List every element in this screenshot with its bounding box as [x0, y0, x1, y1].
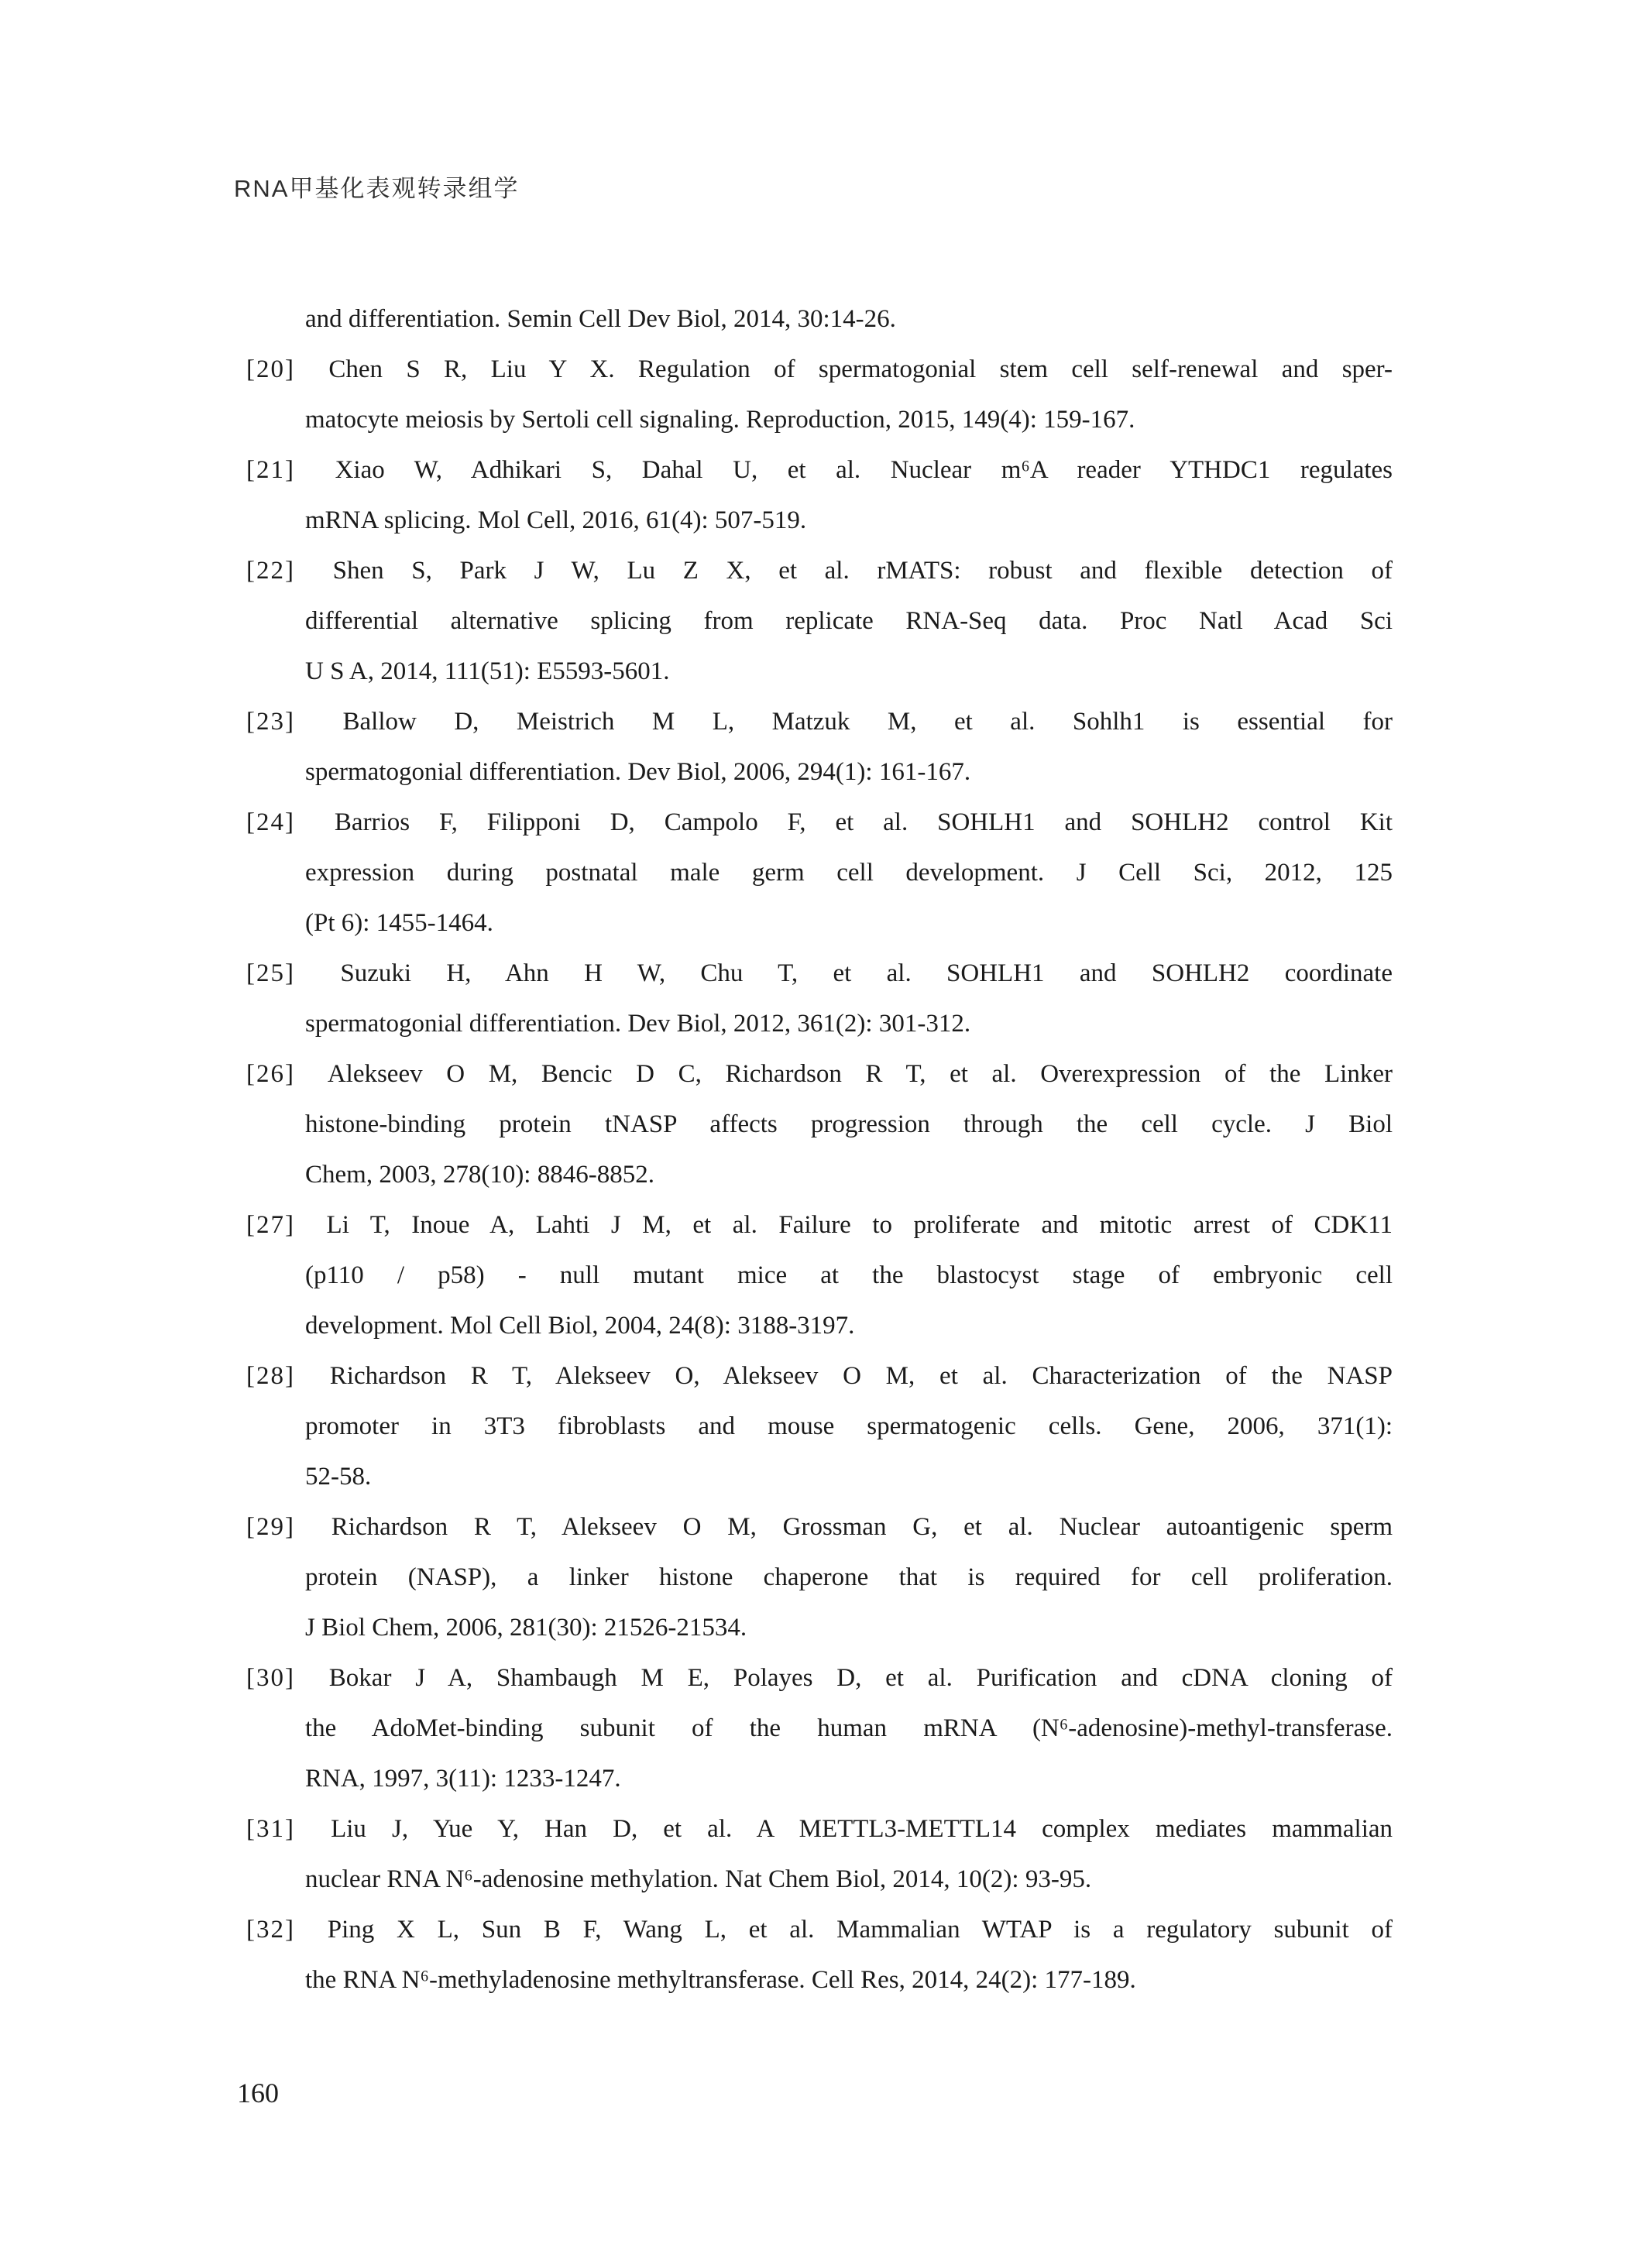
reference-line	[246, 949, 1393, 999]
reference-line	[246, 697, 1393, 747]
reference-line-text: Li T, Inoue A, Lahti J M, et al. Failure to proliferate and mitotic arrest of CDK11	[326, 1211, 1393, 1239]
reference-line-text: promoter in 3T3 fibroblasts and mouse spermatogenic cells. Gene, 2006, 371(1):	[305, 1412, 1393, 1440]
reference-line-text: the AdoMet-binding subunit of the human mRNA (N⁶-adenosine)-methyl-transferase.	[305, 1714, 1393, 1742]
reference-number: [28]	[246, 1362, 295, 1390]
reference-line-text: development. Mol Cell Biol, 2004, 24(8): 3188-3197.	[305, 1312, 855, 1340]
reference-line	[246, 395, 1393, 445]
reference-line	[246, 1804, 1393, 1855]
reference-line	[246, 596, 1393, 647]
reference-line	[246, 1251, 1393, 1301]
reference-line-text: protein (NASP), a linker histone chaperone that is required for cell proliferation.	[305, 1563, 1393, 1591]
reference-line-text: Chem, 2003, 278(10): 8846-8852.	[305, 1161, 654, 1189]
reference-number: [26]	[246, 1060, 295, 1088]
reference-line-text: J Biol Chem, 2006, 281(30): 21526-21534.	[305, 1614, 747, 1642]
reference-line	[246, 999, 1393, 1049]
reference-line	[246, 1200, 1393, 1251]
reference-line-text: Alekseev O M, Bencic D C, Richardson R T, et al. Overexpression of the Linker	[327, 1060, 1393, 1088]
reference-line-text: matocyte meiosis by Sertoli cell signaling. Reproduction, 2015, 149(4): 159-167.	[305, 406, 1135, 434]
reference-number: [31]	[246, 1815, 295, 1843]
reference-line-text: 52-58.	[305, 1463, 372, 1491]
reference-line	[246, 647, 1393, 697]
reference-line	[246, 294, 1393, 345]
reference-line-text: and differentiation. Semin Cell Dev Biol, 2014, 30:14-26.	[305, 305, 896, 333]
reference-line	[246, 345, 1393, 395]
reference-line-text: Xiao W, Adhikari S, Dahal U, et al. Nuclear m⁶A reader YTHDC1 regulates	[335, 456, 1393, 484]
reference-line-text: histone-binding protein tNASP affects progression through the cell cycle. J Biol	[305, 1110, 1393, 1138]
reference-number: [27]	[246, 1211, 295, 1239]
reference-line	[246, 1704, 1393, 1754]
reference-line	[246, 1351, 1393, 1402]
reference-line	[246, 1653, 1393, 1704]
reference-line-text: mRNA splicing. Mol Cell, 2016, 61(4): 507-519.	[305, 506, 807, 534]
reference-line	[246, 496, 1393, 546]
reference-line	[246, 1502, 1393, 1553]
reference-number: [30]	[246, 1664, 295, 1692]
reference-number: [29]	[246, 1513, 295, 1541]
reference-line-text: differential alternative splicing from replicate RNA-Seq data. Proc Natl Acad Sci	[305, 607, 1393, 635]
reference-line	[246, 798, 1393, 848]
reference-line-text: (p110 / p58) - null mutant mice at the blastocyst stage of embryonic cell	[305, 1261, 1393, 1289]
reference-line-text: Chen S R, Liu Y X. Regulation of spermatogonial stem cell self-renewal and sper-	[328, 355, 1393, 383]
reference-line	[246, 546, 1393, 596]
reference-line-text: spermatogonial differentiation. Dev Biol, 2012, 361(2): 301-312.	[305, 1010, 971, 1038]
reference-line-text: spermatogonial differentiation. Dev Biol, 2006, 294(1): 161-167.	[305, 758, 971, 786]
reference-line-text: nuclear RNA N⁶-adenosine methylation. Nat Chem Biol, 2014, 10(2): 93-95.	[305, 1865, 1092, 1893]
reference-line	[246, 1301, 1393, 1351]
reference-line-text: Suzuki H, Ahn H W, Chu T, et al. SOHLH1 and SOHLH2 coordinate	[340, 959, 1393, 987]
reference-line	[246, 1955, 1393, 2006]
reference-line-text: (Pt 6): 1455-1464.	[305, 909, 493, 937]
reference-line-text: Liu J, Yue Y, Han D, et al. A METTL3-METTL14 complex mediates mammalian	[331, 1815, 1393, 1843]
reference-line	[246, 1905, 1393, 1955]
reference-line-text: Shen S, Park J W, Lu Z X, et al. rMATS: robust and flexible detection of	[332, 557, 1393, 585]
reference-line-text: RNA, 1997, 3(11): 1233-1247.	[305, 1765, 621, 1793]
reference-number: [25]	[246, 959, 295, 987]
reference-line	[246, 1553, 1393, 1603]
reference-line-text: Ping X L, Sun B F, Wang L, et al. Mammalian WTAP is a regulatory subunit of	[327, 1916, 1393, 1944]
reference-number: [23]	[246, 708, 295, 736]
reference-line	[246, 445, 1393, 496]
reference-number: [22]	[246, 557, 295, 585]
reference-line	[246, 898, 1393, 949]
reference-line	[246, 1100, 1393, 1150]
reference-line-text: Richardson R T, Alekseev O, Alekseev O M, et al. Characterization of the NASP	[329, 1362, 1393, 1390]
reference-line	[246, 1603, 1393, 1653]
reference-line-text: Bokar J A, Shambaugh M E, Polayes D, et al. Purification and cDNA cloning of	[328, 1664, 1393, 1692]
reference-line	[246, 1855, 1393, 1905]
references-list	[246, 294, 1393, 2006]
reference-line-text: the RNA N⁶-methyladenosine methyltransferase. Cell Res, 2014, 24(2): 177-189.	[305, 1966, 1136, 1994]
reference-line-text: Barrios F, Filipponi D, Campolo F, et al. SOHLH1 and SOHLH2 control Kit	[334, 808, 1393, 836]
page-number: 160	[237, 2078, 279, 2108]
reference-number: [32]	[246, 1916, 295, 1944]
reference-line-text: U S A, 2014, 111(51): E5593-5601.	[305, 657, 670, 685]
reference-line-text: Ballow D, Meistrich M L, Matzuk M, et al. Sohlh1 is essential for	[342, 708, 1393, 736]
reference-line-text: Richardson R T, Alekseev O M, Grossman G, et al. Nuclear autoantigenic sperm	[331, 1513, 1393, 1541]
reference-line	[246, 848, 1393, 898]
reference-number: [21]	[246, 456, 295, 484]
reference-line	[246, 1402, 1393, 1452]
reference-line	[246, 747, 1393, 798]
reference-number: [20]	[246, 355, 295, 383]
reference-line	[246, 1452, 1393, 1502]
reference-line	[246, 1049, 1393, 1100]
running-header: RNA甲基化表观转录组学	[234, 175, 520, 202]
reference-line	[246, 1754, 1393, 1804]
reference-number: [24]	[246, 808, 295, 836]
reference-line-text: expression during postnatal male germ cell development. J Cell Sci, 2012, 125	[305, 859, 1393, 887]
reference-line	[246, 1150, 1393, 1200]
